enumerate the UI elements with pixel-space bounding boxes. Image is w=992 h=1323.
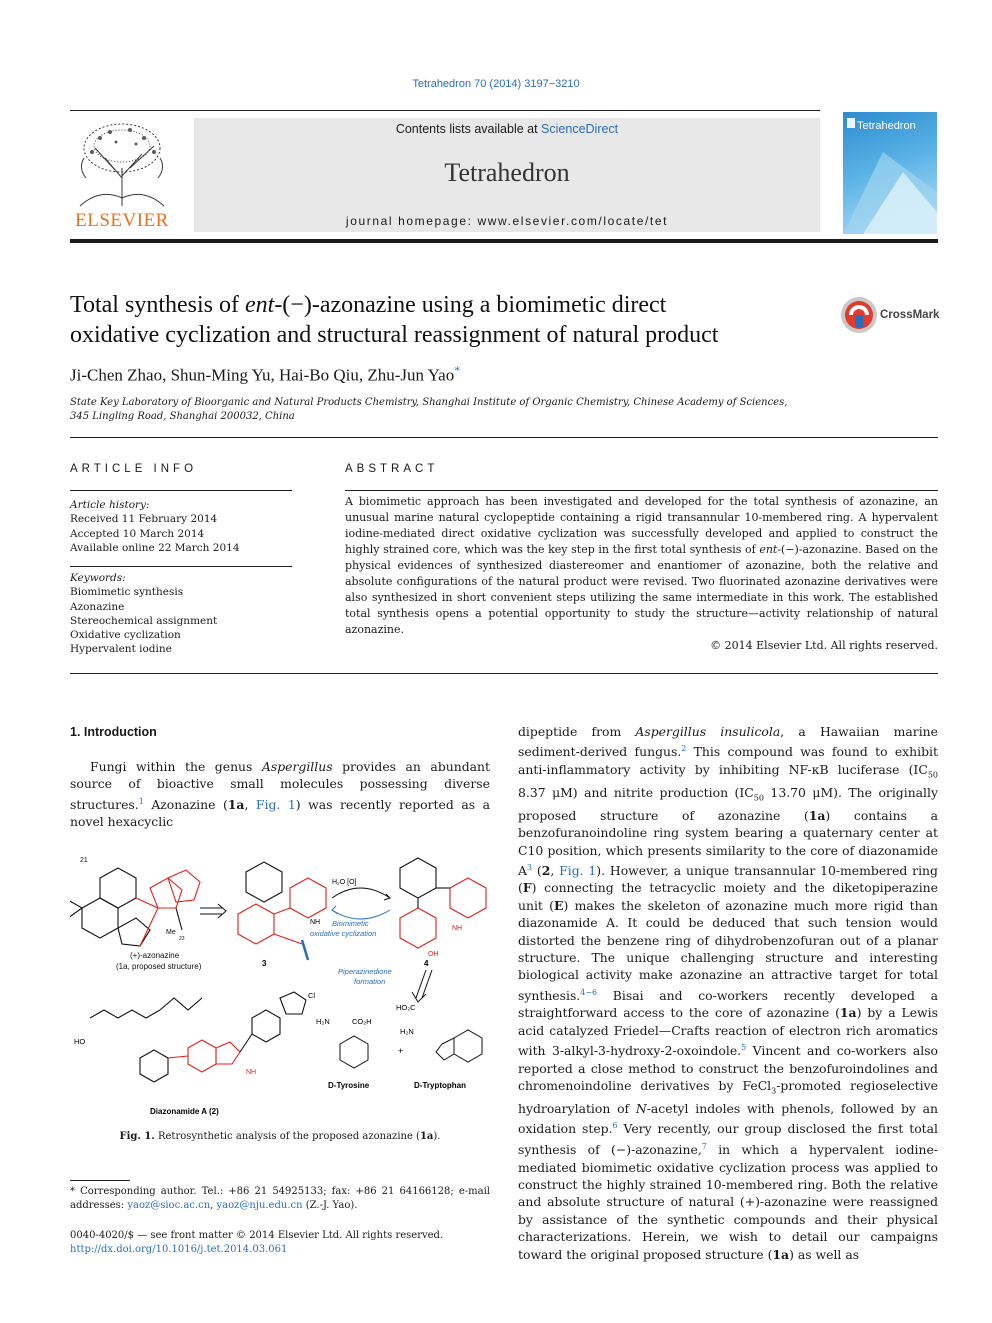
footnote-rule — [70, 1180, 130, 1181]
article-history: Article history: Received 11 February 2014 Accepted 10 March 2014 Available online 22 March 2014 — [70, 499, 240, 554]
author-list: Ji-Chen Zhao, Shun-Ming Yu, Hai-Bo Qiu, Zhu-Jun Yao* — [70, 363, 461, 385]
title-rule — [70, 437, 938, 438]
fig-label: D-Tryptophan — [414, 1081, 466, 1090]
fig-label: Biomimetic — [332, 919, 369, 928]
keyword: Azonazine — [70, 600, 125, 613]
article-info-heading: ARTICLE INFO — [70, 463, 198, 475]
fig-label: Me — [166, 929, 176, 936]
fig-label: 23 — [179, 936, 185, 942]
crossmark-label[interactable]: CrossMark — [880, 309, 940, 321]
fig-label: Piperazinedione — [338, 967, 392, 976]
fig-label: D-Tyrosine — [328, 1081, 370, 1090]
fig-label: H₂O [O] — [332, 879, 357, 886]
figure-1-retrosynthesis — [70, 848, 490, 1123]
journal-name: Tetrahedron — [444, 158, 570, 187]
keywords-rule — [70, 566, 292, 567]
fig-label: 3 — [262, 959, 267, 968]
elsevier-wordmark: ELSEVIER — [75, 210, 169, 231]
fig-label: 21 — [80, 857, 88, 864]
fig-label: Diazonamide A (2) — [150, 1107, 219, 1116]
intro-paragraph-right: dipeptide from Aspergillus insulicola, a Hawaiian marine sediment-derived fungus.$^2$ This compound was found to exhibit anti-inflammatory activity by inhibiting NF-κB luciferase ($IC_{50}$ 8.37 μM) and nitrite production ($IC_{50}$ 13.70 μM). The originally proposed structure of azonazine (1a) contains a benzofuranoindoline ring system bearing a quaternary center at C10 position, which presents similarity to the core of diazonamide $A^3$ (2, Fig. 1). However, a unique transannular 10-membered ring (F) connecting the tetracyclic moiety and the diketopiperazine unit (E) makes the skeleton of azonazine much more rigid than diazonamide A. It could be deduced that such tension would distorted the benzene ring of dihydrobenzofuran out of a planar structure. The unique challenging structure and interesting biological activity make azonazine an attractive target for total synthesis.$^{4-6}$ Bisai and co-workers recently developed a straightforward access to the core of azonazine (1a) by a Lewis acid catalyzed Friedel—Crafts reaction of electron rich aromatics with 3-alkyl-3-hydroxy-2-oxoindole.$^5$ Vincent and co-workers also reported a close method to construct the benzofuroindolines and chromenoindoline derivatives by FeCl$_3$-promoted regioselective hydroarylation of N-acetyl indoles with phenols, followed by an oxidation step.$^6$ Very recently, our group disclosed the first total synthesis of (−)-azonazine,$^7$ in which a hypervalent iodine-mediated biomimetic oxidative cyclization process was applied to construct the highly strained 10-membered ring. Both the relative and absolute structure of natural (+)-azonazine were reassigned by assistance of the synthetic compounds and their physical characterizations. Herein, we wish to detail our campaigns toward the original proposed structure (1a) as well as — [518, 724, 939, 1262]
keyword: Oxidative cyclization — [70, 629, 181, 642]
crossmark-icon[interactable] — [840, 296, 878, 334]
fig-label: NH — [310, 919, 321, 926]
contents-line: Contents lists available at ScienceDirect — [395, 122, 619, 136]
fig-label: OH — [428, 951, 439, 958]
ref-link[interactable]: 5 — [741, 1043, 747, 1053]
fig-link[interactable]: Fig. 1 — [559, 863, 597, 879]
fig-label: oxidative cyclization — [310, 929, 377, 938]
abstract-bottom-rule — [70, 673, 938, 674]
abstract-heading: ABSTRACT — [345, 463, 439, 475]
ref-link[interactable]: 7 — [701, 1141, 707, 1151]
fig-label: HO₂C — [396, 1003, 416, 1012]
email-link[interactable]: yaoz@nju.edu.cn — [216, 1200, 303, 1211]
email-link[interactable]: yaoz@sioc.ac.cn — [127, 1200, 211, 1211]
fig-link[interactable]: Fig. 1 — [255, 796, 296, 812]
figure-1-caption: Fig. 1. Retrosynthetic analysis of the proposed azonazine (1a). — [119, 1131, 441, 1142]
ref-link[interactable]: 3 — [526, 862, 533, 872]
issn-footer: 0040-4020/$ — see front matter © 2014 Elsevier Ltd. All rights reserved. http://dx.doi.org/10.1016/j.tet.2014.03.061 — [70, 1229, 490, 1257]
fig-label: H₂N — [316, 1017, 330, 1026]
cover-title: Tetrahedron — [857, 120, 916, 132]
doi-link[interactable]: http://dx.doi.org/10.1016/j.tet.2014.03.061 — [70, 1244, 288, 1255]
fig-label: NH — [452, 925, 463, 932]
ref-link[interactable]: 4−6 — [580, 987, 598, 997]
sciencedirect-link[interactable]: ScienceDirect — [541, 122, 619, 136]
ref-link[interactable]: 2 — [681, 744, 687, 754]
keywords-list: Keywords: Biomimetic synthesis Azonazine Stereochemical assignment Oxidative cyclization Hypervalent iodine — [70, 571, 292, 657]
corresponding-author-mark[interactable]: * — [454, 363, 461, 377]
journal-cover-thumbnail[interactable] — [843, 112, 937, 234]
journal-homepage[interactable]: journal homepage: www.elsevier.com/locate/tet — [345, 214, 669, 228]
abstract-rule — [345, 490, 938, 491]
fig-label: (1a, proposed structure) — [116, 962, 202, 971]
fig-label: formation — [354, 977, 386, 986]
ref-link[interactable]: 1 — [138, 796, 144, 806]
intro-paragraph-left: Fungi within the genus Aspergillus provides an abundant source of bioactive small molecules possessing diverse structures.$^1$ Azonazine (1a, Fig. 1) was recently reported as a novel hexacyclic — [70, 759, 490, 830]
affiliation: State Key Laboratory of Bioorganic and Natural Products Chemistry, Shanghai Institute of Organic Chemistry, Chinese Academy of Sciences, 345 Lingling Road, Shanghai 200032, China — [70, 397, 788, 422]
article-title: Total synthesis of ent-(−)-azonazine using a biomimetic direct oxidative cyclization and structural reassignment of natural product — [70, 292, 719, 348]
fig-label: + — [398, 1046, 404, 1056]
keyword: Hypervalent iodine — [70, 643, 172, 656]
header-rule — [70, 110, 820, 111]
fig-label: Cl — [308, 991, 316, 1000]
fig-label: HO — [74, 1037, 86, 1046]
ref-link[interactable]: 6 — [612, 1121, 618, 1131]
keyword: Biomimetic synthesis — [70, 586, 184, 599]
article-info-rule — [70, 490, 292, 491]
section-heading-introduction: 1. Introduction — [70, 725, 157, 739]
abstract-text: A biomimetic approach has been investigated and developed for the total synthesis of azonazine, an unusual marine natural cyclopeptide containing a rigid transannular 10-membered ring. A hypervalent iodine-mediated direct oxidative cyclization was successfully developed and applied to construct the highly strained core, which was the key step in the first total synthesis of ent-(−)-azonazine. Based on the physical evidences of synthesized diastereomer and enantiomer of azonazine, both the relative and absolute configurations of the natural product were revised. Two fluorinated azonazine derivatives were also synthesized in short convenient steps utilizing the same intermediate in this work. The established total synthesis opens a potential opportunity to study the structure—activity relationship of natural azonazine. — [345, 495, 938, 636]
header-rule-thick — [70, 239, 938, 243]
fig-label: NH — [246, 1069, 257, 1076]
fig-label: H₂N — [400, 1027, 414, 1036]
abstract-copyright: © 2014 Elsevier Ltd. All rights reserved. — [710, 639, 938, 652]
fig-label: 4 — [424, 959, 429, 968]
fig-label: CO₂H — [352, 1017, 372, 1026]
keyword: Stereochemical assignment — [70, 614, 218, 627]
fig-label: (+)-azonazine — [130, 951, 180, 960]
journal-citation[interactable]: Tetrahedron 70 (2014) 3197−3210 — [412, 78, 580, 90]
corresponding-author-footnote: * Corresponding author. Tel.: +86 21 54925133; fax: +86 21 64166128; e-mail addresses: yaoz@sioc.ac.cn, yaoz@nju.edu.cn (Z.-J. Yao). — [70, 1186, 490, 1211]
